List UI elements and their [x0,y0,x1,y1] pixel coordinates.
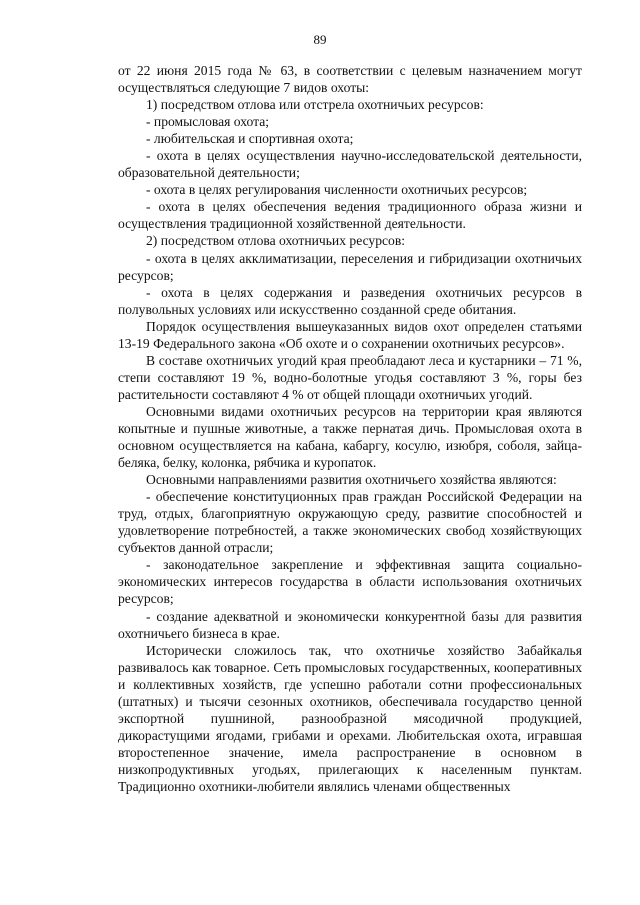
paragraph: 1) посредством отлова или отстрела охотничьих ресурсов: [146,97,484,113]
paragraph: Исторически сложилось так, что охотничье хозяйство Забайкалья развивалось как товарное. Сеть промысловых государственных, кооперативных и коллективных хозяйств, где успешно работали сотни профессиональных (штатных) и тысячи сезонных охотников, обеспечивала государство ценной экспортной пушниной, разнообразной мясодичной продукцией, дикорастущими ягодами, грибами и орехами. Любительская охота, игравшая второстепенное значение, имела распространение в основном в низкопродуктивных угодьях, прилегающих к населенным пунктам. Традиционно охотники-любители являлись членами общественных [118,642,582,794]
paragraph: Порядок осуществления вышеуказанных видов охот определен статьями 13-19 Федерального закона «Об охоте и о сохранении охотничьих ресурсов». [118,318,582,351]
list-item: - охота в целях регулирования численности охотничьих ресурсов; [146,182,528,198]
paragraph: Основными видами охотничьих ресурсов на территории края являются копытные и пушные животные, а также пернатая дичь. Промысловая охота в основном осуществляется на кабана, кабаргу, косулю, изюбря, соболя, зайца-беляка, белку, колонка, рябчика и куропаток. [118,403,582,471]
list-item: - обеспечение конституционных прав граждан Российской Федерации на труд, отдых, благоприятную окружающую среду, развитие способностей и удовлетворение потребностей, а также экономических свобод хозяйствующих субъектов данной отрасли; [118,489,582,556]
body-text [118,62,582,795]
list-item: - промысловая охота; [146,114,270,130]
list-item: - создание адекватной и экономически конкурентной базы для развития охотничьего бизнеса в крае. [118,608,582,641]
list-item: - охота в целях осуществления научно-исследовательской деятельности, образовательной деятельности; [118,148,582,181]
page-number: 89 [313,32,327,47]
list-item: - охота в целях содержания и разведения охотничьих ресурсов в полувольных условиях или искусственно созданной среде обитания. [118,284,582,317]
list-item: - охота в целях обеспечения ведения традиционного образа жизни и осуществления традиционной хозяйственной деятельности. [118,199,582,232]
list-item: - любительская и спортивная охота; [146,131,354,147]
paragraph: В составе охотничьих угодий края преобладают леса и кустарники – 71 %, степи составляют 19 %, водно-болотные угодья составляют 3 %, горы без растительности составляют 4 % от общей площади охотничьих угодий. [118,352,582,402]
paragraph: 2) посредством отлова охотничьих ресурсов: [146,233,406,249]
paragraph: от 22 июня 2015 года № 63, в соответствии с целевым назначением могут осуществляться следующие 7 видов охоты: [118,63,582,96]
list-item: - законодательное закрепление и эффективная защита социально-экономических интересов государства в области использования охотничьих ресурсов; [118,557,582,607]
list-item: - охота в целях акклиматизации, переселения и гибридизации охотничьих ресурсов; [118,250,582,283]
paragraph: Основными направлениями развития охотничьего хозяйства являются: [146,472,557,488]
